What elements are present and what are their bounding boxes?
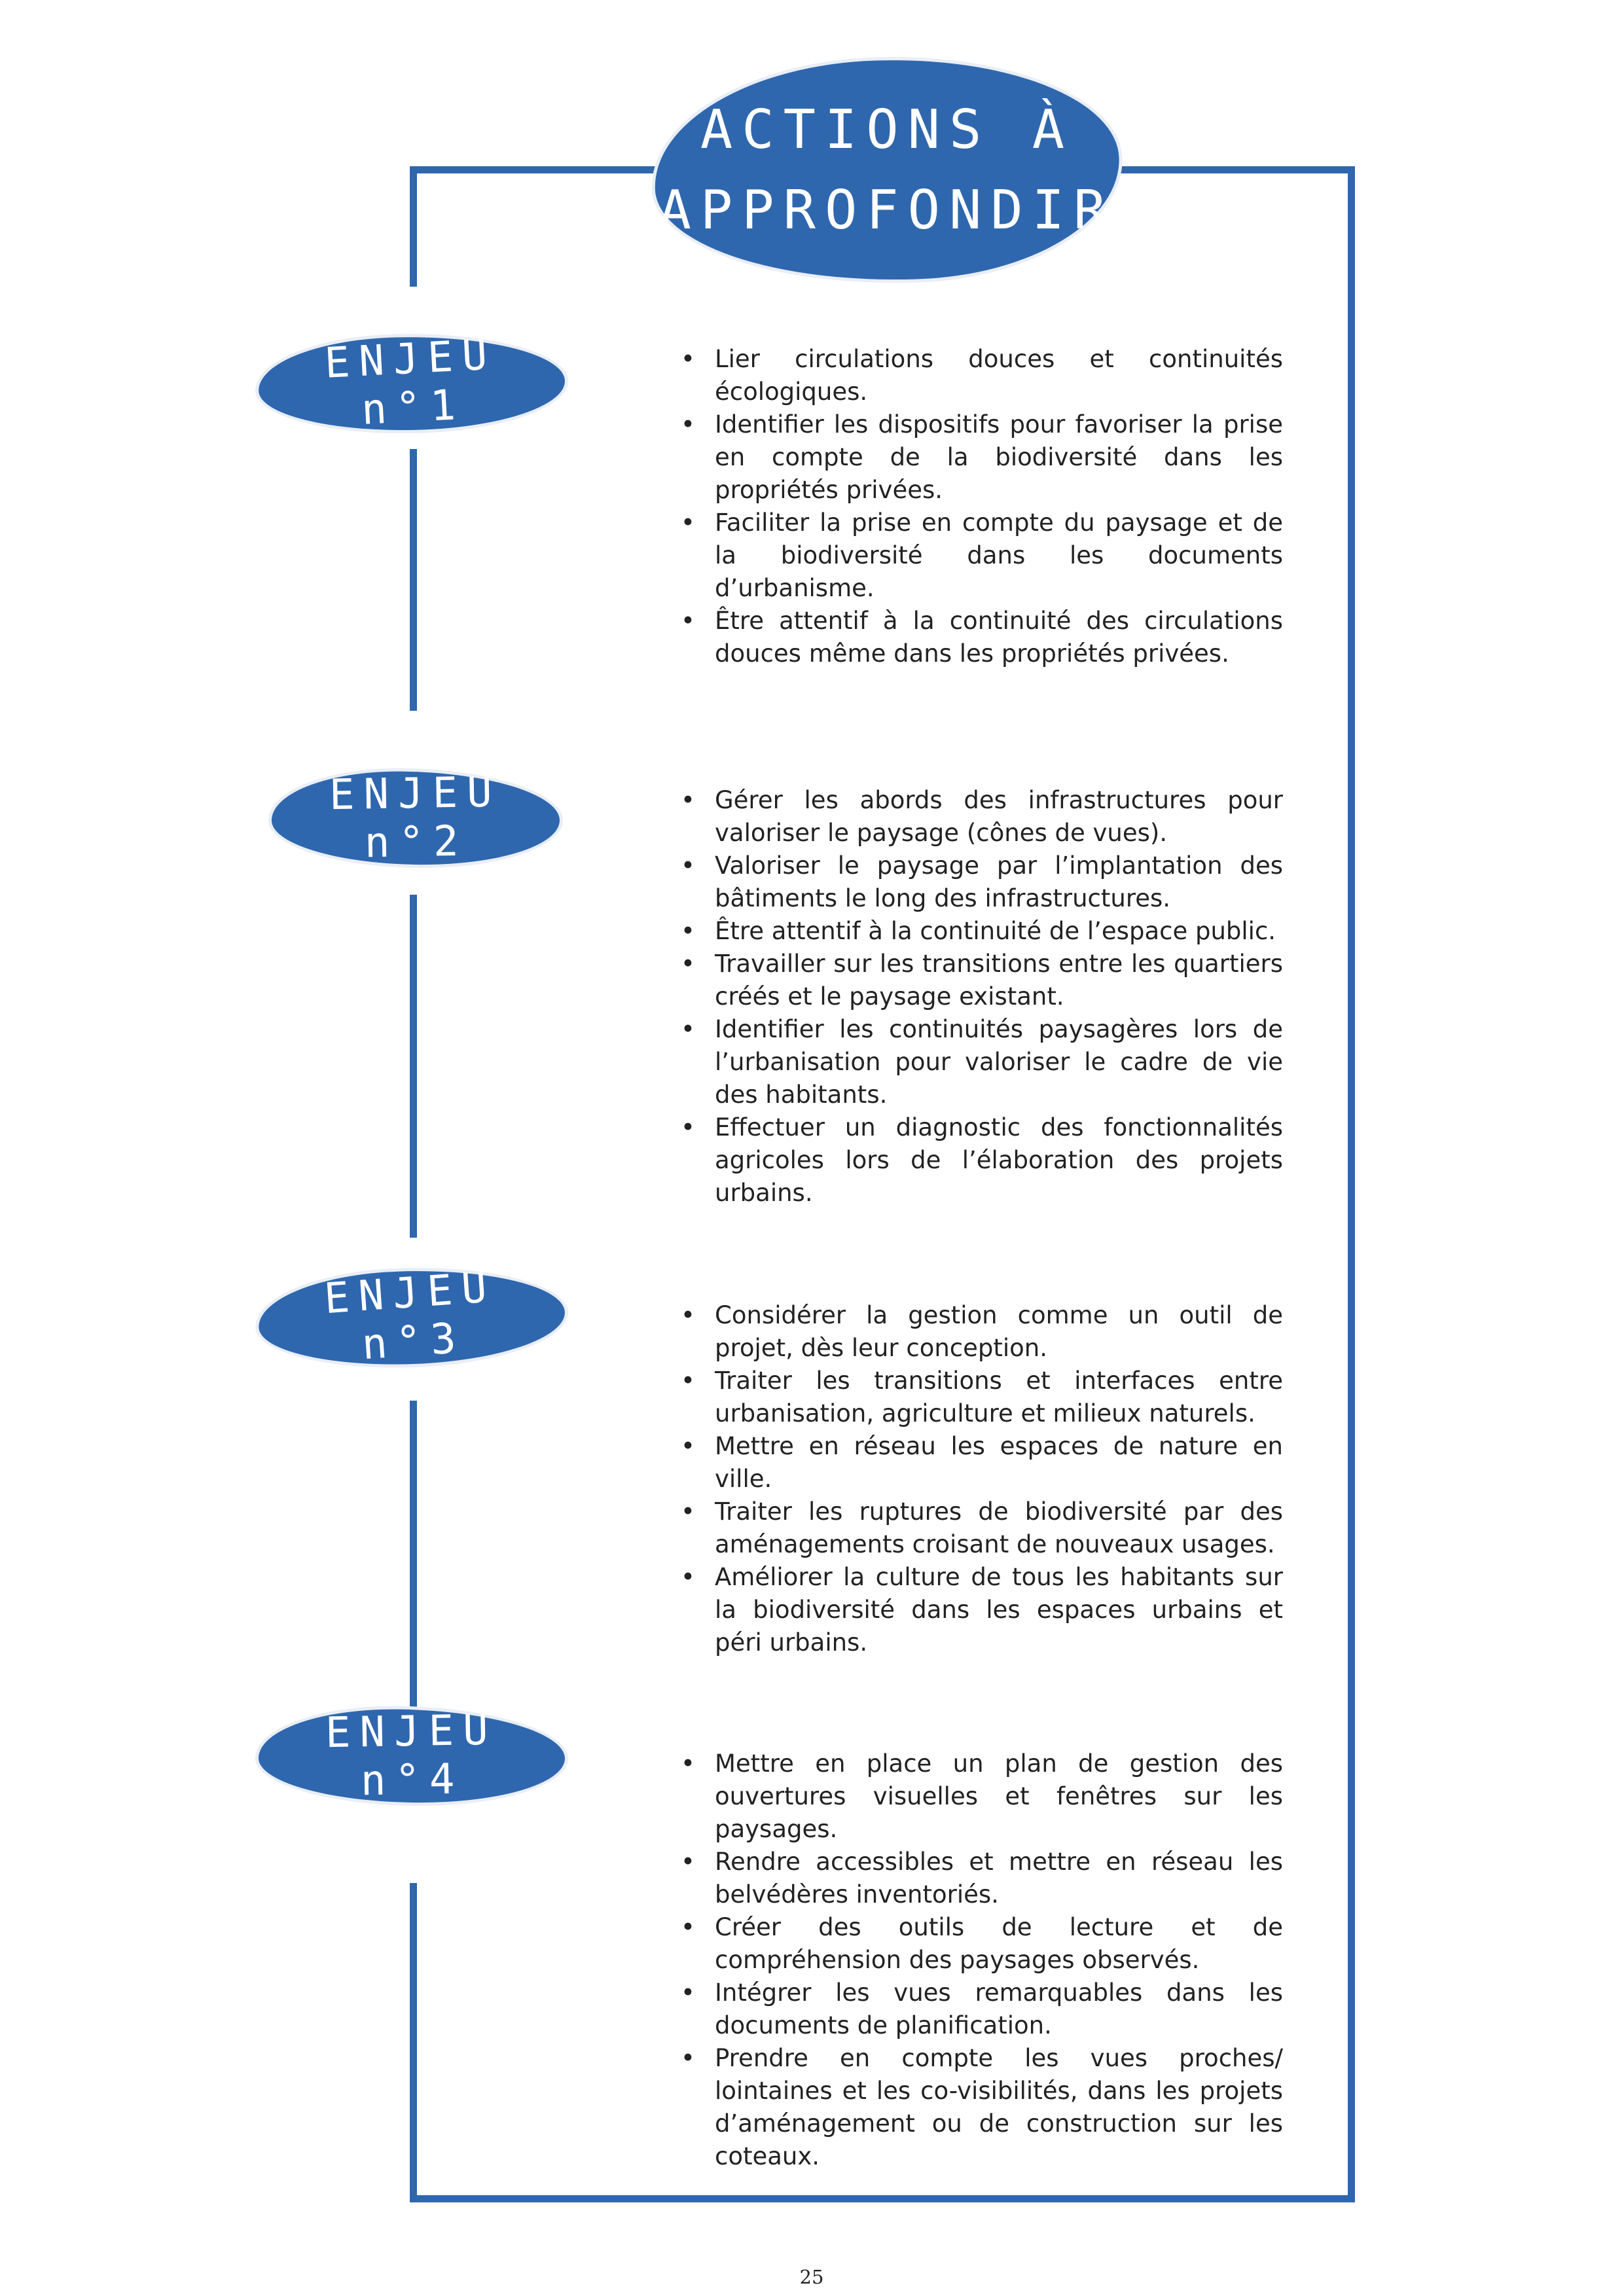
action-item: • Traiter les ruptures de biodiversité par des aménagements croisant de nouveaux usages. [681,1496,1283,1561]
action-item: • Effectuer un diagnostic des fonctionnalités agricoles lors de l’élaboration des projets urbains. [681,1111,1283,1210]
frame-left-border-segment [410,895,417,1238]
frame-left-border-segment [410,166,417,287]
frame-left-border-segment [410,1401,417,1718]
frame-right-border [1348,166,1355,2202]
action-item: • Mettre en place un plan de gestion des ouvertures visuelles et fenêtres sur les paysages. [681,1748,1283,1846]
enjeu-4-actions [681,1748,1283,2173]
action-item: • Rendre accessibles et mettre en réseau les belvédères inventoriés. [681,1846,1283,1911]
action-item: • Prendre en compte les vues proches/ lointaines et les co-visibilités, dans les projets d’aménagement ou de construction sur les coteaux. [681,2042,1283,2173]
enjeu-3-badge [257,1263,567,1370]
enjeu-1-badge [258,331,566,435]
enjeu-2-badge [271,769,560,867]
action-item: • Faciliter la prise en compte du paysage et de la biodiversité dans les documents d’urbanisme. [681,507,1283,605]
action-list [681,1748,1283,2173]
action-item: • Créer des outils de lecture et de compréhension des paysages observés. [681,1911,1283,1977]
action-list [681,784,1283,1210]
enjeu-4-badge [258,1707,566,1805]
action-item: • Identifier les dispositifs pour favoriser la prise en compte de la biodiversité dans les propriétés privées. [681,408,1283,507]
action-list [681,1299,1283,1659]
action-item: • Valoriser le paysage par l’implantation des bâtiments le long des infrastructures. [681,850,1283,915]
frame-bottom-border [410,2195,1355,2202]
action-item: • Traiter les transitions et interfaces entre urbanisation, agriculture et milieux naturels. [681,1365,1283,1430]
frame-left-border-segment [410,1883,417,2202]
enjeu-1-label: ENJEU n°1 [323,331,498,435]
action-item: • Intégrer les vues remarquables dans les documents de planification. [681,1977,1283,2042]
action-item: • Mettre en réseau les espaces de nature en ville. [681,1430,1283,1496]
action-list [681,343,1283,670]
page-title: ACTIONS À APPROFONDIR [659,99,1115,242]
action-item: • Améliorer la culture de tous les habitants sur la biodiversité dans les espaces urbains et péri urbains. [681,1561,1283,1659]
action-item: • Travailler sur les transitions entre les quartiers créés et le paysage existant. [681,948,1283,1013]
action-item: • Identifier les continuités paysagères lors de l’urbanisation pour valoriser le cadre de vie des habitants. [681,1013,1283,1111]
enjeu-1-actions [681,343,1283,670]
enjeu-3-actions [681,1299,1283,1659]
action-item: • Être attentif à la continuité des circulations douces même dans les propriétés privées. [681,605,1283,670]
enjeu-2-label: ENJEU n°2 [329,768,502,868]
frame-left-border-segment [410,449,417,711]
action-item: • Être attentif à la continuité de l’espace public. [681,915,1283,948]
action-item: • Gérer les abords des infrastructures pour valoriser le paysage (cônes de vues). [681,784,1283,850]
title-badge [651,52,1123,289]
enjeu-2-actions [681,784,1283,1210]
action-item: • Considérer la gestion comme un outil de projet, dès leur conception. [681,1299,1283,1365]
enjeu-3-label: ENJEU n°3 [322,1263,498,1370]
action-item: • Lier circulations douces et continuités écologiques. [681,343,1283,408]
enjeu-4-label: ENJEU n°4 [325,1706,498,1806]
page-number: 25 [799,2266,824,2288]
